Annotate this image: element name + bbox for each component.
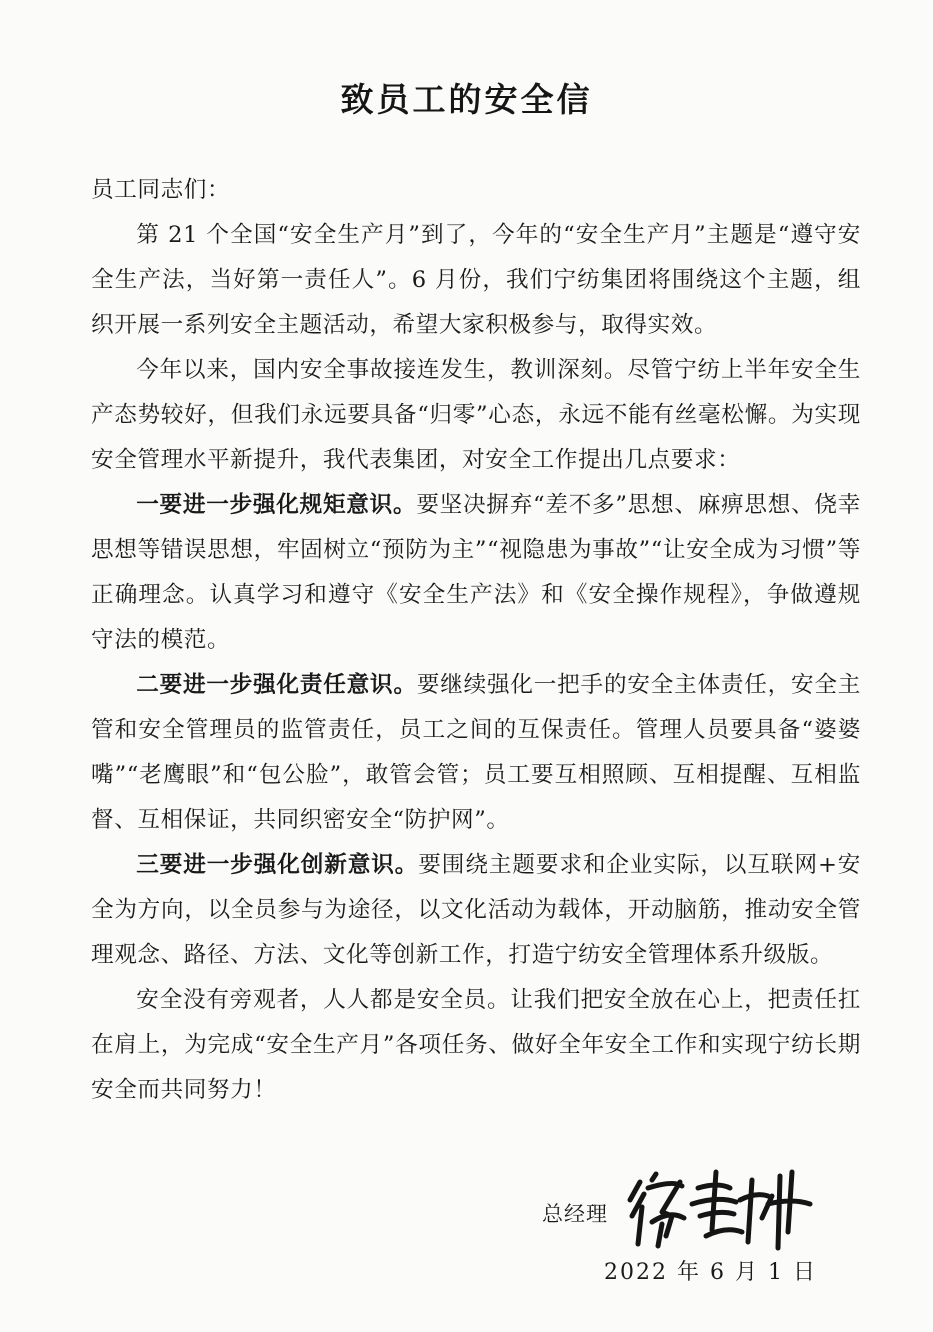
paragraph-lead: 三要进一步强化创新意识。 bbox=[136, 852, 419, 878]
letter-date: 2022 年 6 月 1 日 bbox=[604, 1260, 817, 1285]
handwritten-signature bbox=[622, 1152, 832, 1252]
paragraph-text: 第 21 个全国“安全生产月”到了，今年的“安全生产月”主题是“遵守安全生产法，当好第一责任人”。6 月份，我们宁纺集团将围绕这个主题，组织开展一系列安全主题活动，希望大家积极参与，取得实效。 bbox=[91, 222, 861, 338]
paragraph-text: 要围绕主题要求和企业实际，以互联网+安全为方向，以全员参与为途径，以文化活动为载体，开动脑筋，推动安全管理观念、路径、方法、文化等创新工作，打造宁纺安全管理体系升级版。 bbox=[91, 852, 861, 968]
signer-role: 总经理 bbox=[542, 1202, 608, 1226]
paragraph-text: 安全没有旁观者，人人都是安全员。让我们把安全放在心上，把责任扛在肩上，为完成“安全生产月”各项任务、做好全年安全工作和实现宁纺长期安全而共同努力！ bbox=[91, 987, 861, 1103]
salutation: 员工同志们： bbox=[91, 177, 231, 203]
paragraph-intro bbox=[91, 213, 861, 348]
paragraph-situation bbox=[91, 348, 861, 483]
paragraph-lead: 二要进一步强化责任意识。 bbox=[136, 672, 417, 698]
paragraph-text: 今年以来，国内安全事故接连发生，教训深刻。尽管宁纺上半年安全生产态势较好，但我们永远要具备“归零”心态，永远不能有丝毫松懈。为实现安全管理水平新提升，我代表集团，对安全工作提出几点要求： bbox=[91, 357, 861, 473]
paragraph-requirement-3 bbox=[91, 843, 861, 978]
paragraph-requirement-2 bbox=[91, 663, 861, 843]
letter-title: 致员工的安全信 bbox=[340, 80, 593, 119]
paragraph-text: 要继续强化一把手的安全主体责任，安全主管和安全管理员的监管责任，员工之间的互保责任。管理人员要具备“婆婆嘴”“老鹰眼”和“包公脸”，敢管会管；员工要互相照顾、互相提醒、互相监督、互相保证，共同织密安全“防护网”。 bbox=[91, 672, 862, 833]
paragraph-requirement-1 bbox=[91, 483, 861, 663]
paragraph-closing bbox=[91, 978, 861, 1113]
paragraph-lead: 一要进一步强化规矩意识。 bbox=[136, 492, 417, 518]
letter-body bbox=[91, 168, 861, 1113]
paragraph-text: 要坚决摒弃“差不多”思想、麻痹思想、侥幸思想等错误思想，牢固树立“预防为主”“视隐患为事故”“让安全成为习惯”等正确理念。认真学习和遵守《安全生产法》和《安全操作规程》，争做遵规守法的模范。 bbox=[91, 492, 861, 653]
